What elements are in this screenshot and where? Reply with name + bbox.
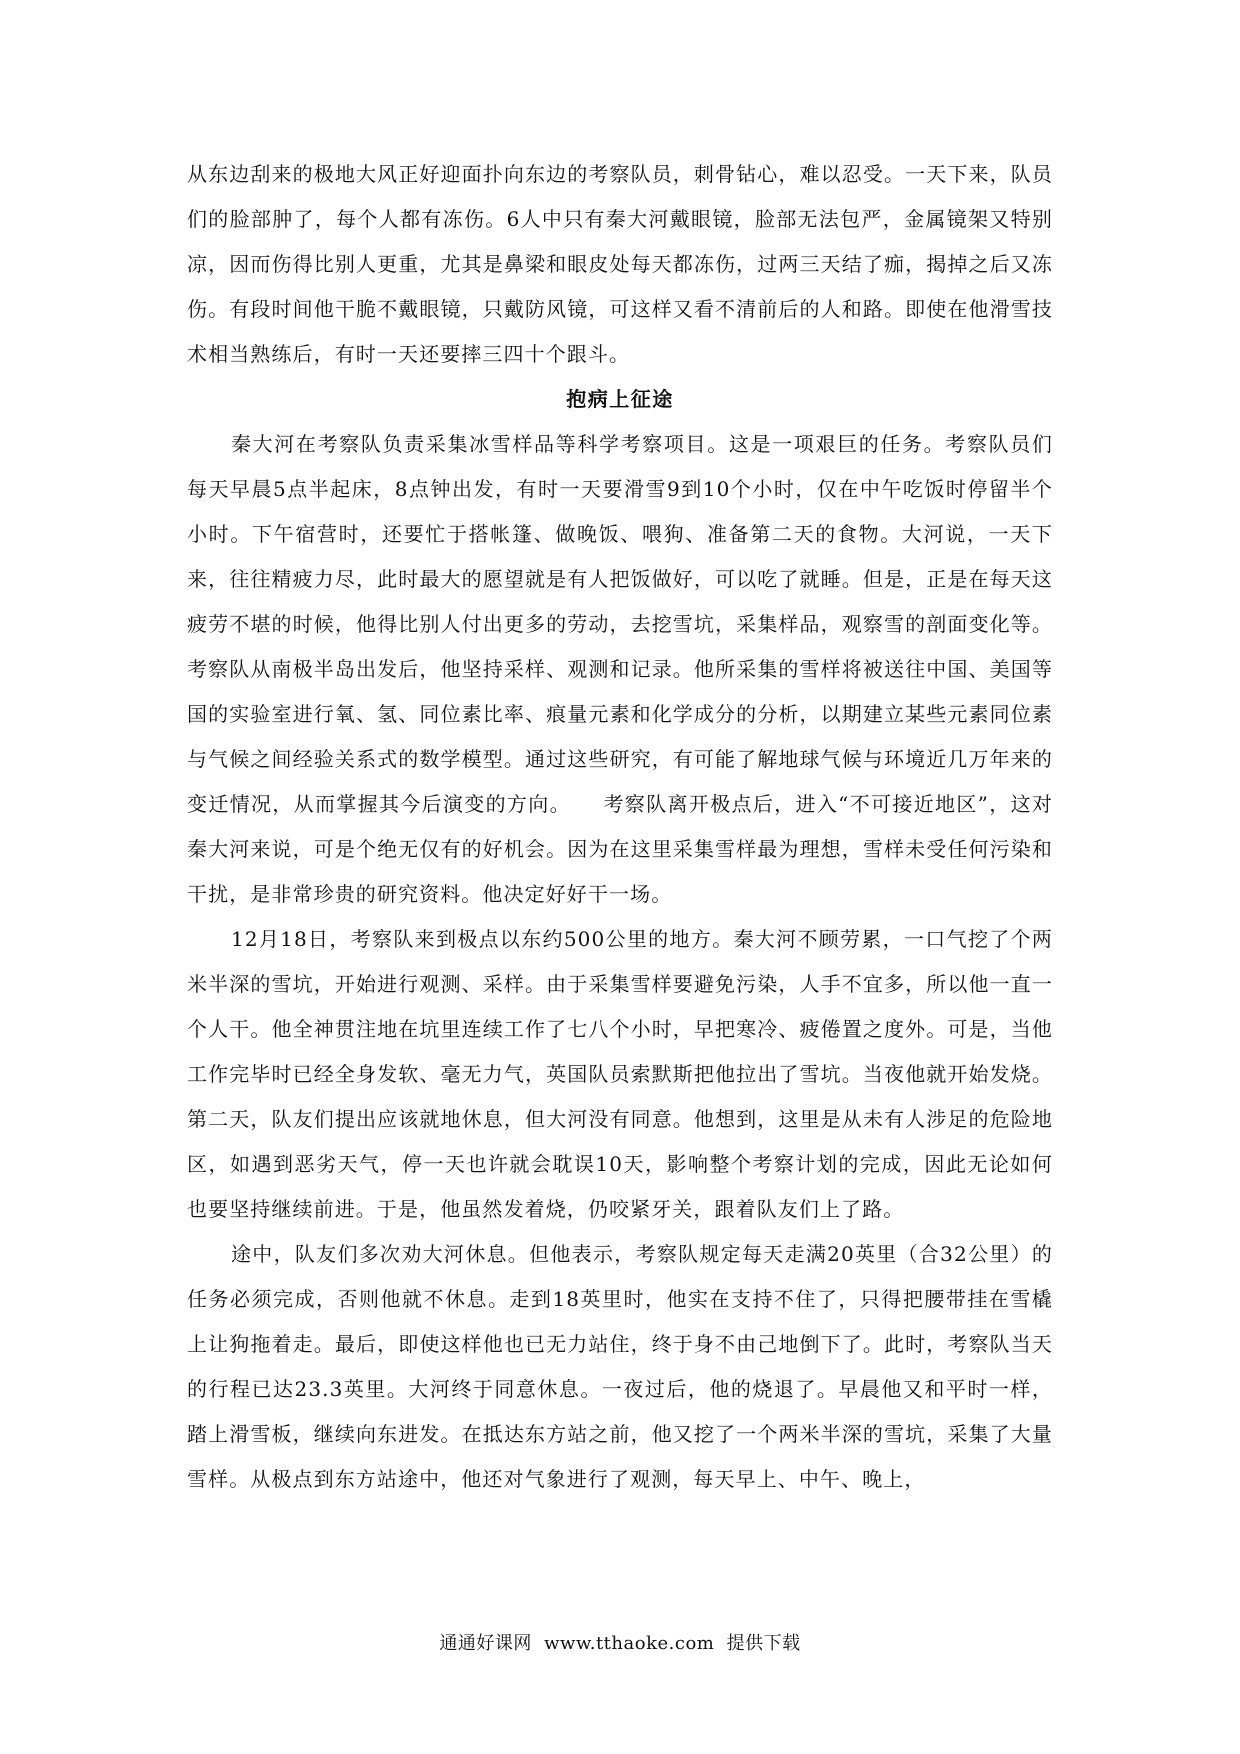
footer-suffix: 提供下载: [726, 1633, 801, 1654]
footer-site-name: 通通好课网: [439, 1633, 532, 1654]
document-body: [187, 152, 1053, 1502]
paragraph-2: 秦大河在考察队负责采集冰雪样品等科学考察项目。这是一项艰巨的任务。考察队员们每天早晨5点半起床，8点钟出发，有时一天要滑雪9到10个小时，仅在中午吃饭时停留半个小时。下午宿营时，还要忙于搭帐篷、做晚饭、喂狗、准备第二天的食物。大河说，一天下来，往往精疲力尽，此时最大的愿望就是有人把饭做好，可以吃了就睡。但是，正是在每天这疲劳不堪的时候，他得比别人付出更多的劳动，去挖雪坑，采集样品，观察雪的剖面变化等。考察队从南极半岛出发后，他坚持采样、观测和记录。他所采集的雪样将被送往中国、美国等国的实验室进行氧、氢、同位素比率、痕量元素和化学成分的分析，以期建立某些元素同位素与气候之间经验关系式的数学模型。通过这些研究，有可能了解地球气候与环境近几万年来的变迁情况，从而掌握其今后演变的方向。 考察队离开极点后，进入“不可接近地区”，这对秦大河来说，可是个绝无仅有的好机会。因为在这里采集雪样最为理想，雪样未受任何污染和干扰，是非常珍贵的研究资料。他决定好好干一场。: [187, 432, 1053, 906]
section-heading: 抱病上征途: [566, 387, 674, 411]
paragraph-4: 途中，队友们多次劝大河休息。但他表示，考察队规定每天走满20英里（合32公里）的任务必须完成，否则他就不休息。走到18英里时，他实在支持不住了，只得把腰带挂在雪橇上让狗拖着走。最后，即使这样他也已无力站住，终于身不由己地倒下了。此时，考察队当天的行程已达23.3英里。大河终于同意休息。一夜过后，他的烧退了。早晨他又和平时一样，踏上滑雪板，继续向东进发。在抵达东方站之前，他又挖了一个两米半深的雪坑，采集了大量雪样。从极点到东方站途中，他还对气象进行了观测，每天早上、中午、晚上，: [187, 1242, 1053, 1491]
paragraph-3: 12月18日，考察队来到极点以东约500公里的地方。秦大河不顾劳累，一口气挖了个两米半深的雪坑，开始进行观测、采样。由于采集雪样要避免污染，人手不宜多，所以他一直一个人干。他全神贯注地在坑里连续工作了七八个小时，早把寒冷、疲倦置之度外。可是，当他工作完毕时已经全身发软、毫无力气，英国队员索默斯把他拉出了雪坑。当夜他就开始发烧。第二天，队友们提出应该就地休息，但大河没有同意。他想到，这里是从未有人涉足的危险地区，如遇到恶劣天气，停一天也许就会耽误10天，影响整个考察计划的完成，因此无论如何也要坚持继续前进。于是，他虽然发着烧，仍咬紧牙关，跟着队友们上了路。: [187, 927, 1053, 1221]
footer-url[interactable]: www.tthaoke.com: [544, 1633, 715, 1654]
paragraph-1: 从东边刮来的极地大风正好迎面扑向东边的考察队员，刺骨钻心，难以忍受。一天下来，队员们的脸部肿了，每个人都有冻伤。6人中只有秦大河戴眼镜，脸部无法包严，金属镜架又特别凉，因而伤得比别人更重，尤其是鼻梁和眼皮处每天都冻伤，过两三天结了痂，揭掉之后又冻伤。有段时间他干脆不戴眼镜，只戴防风镜，可这样又看不清前后的人和路。即使在他滑雪技术相当熟练后，有时一天还要摔三四十个跟斗。: [187, 162, 1053, 366]
page-footer: [0, 1629, 1240, 1655]
